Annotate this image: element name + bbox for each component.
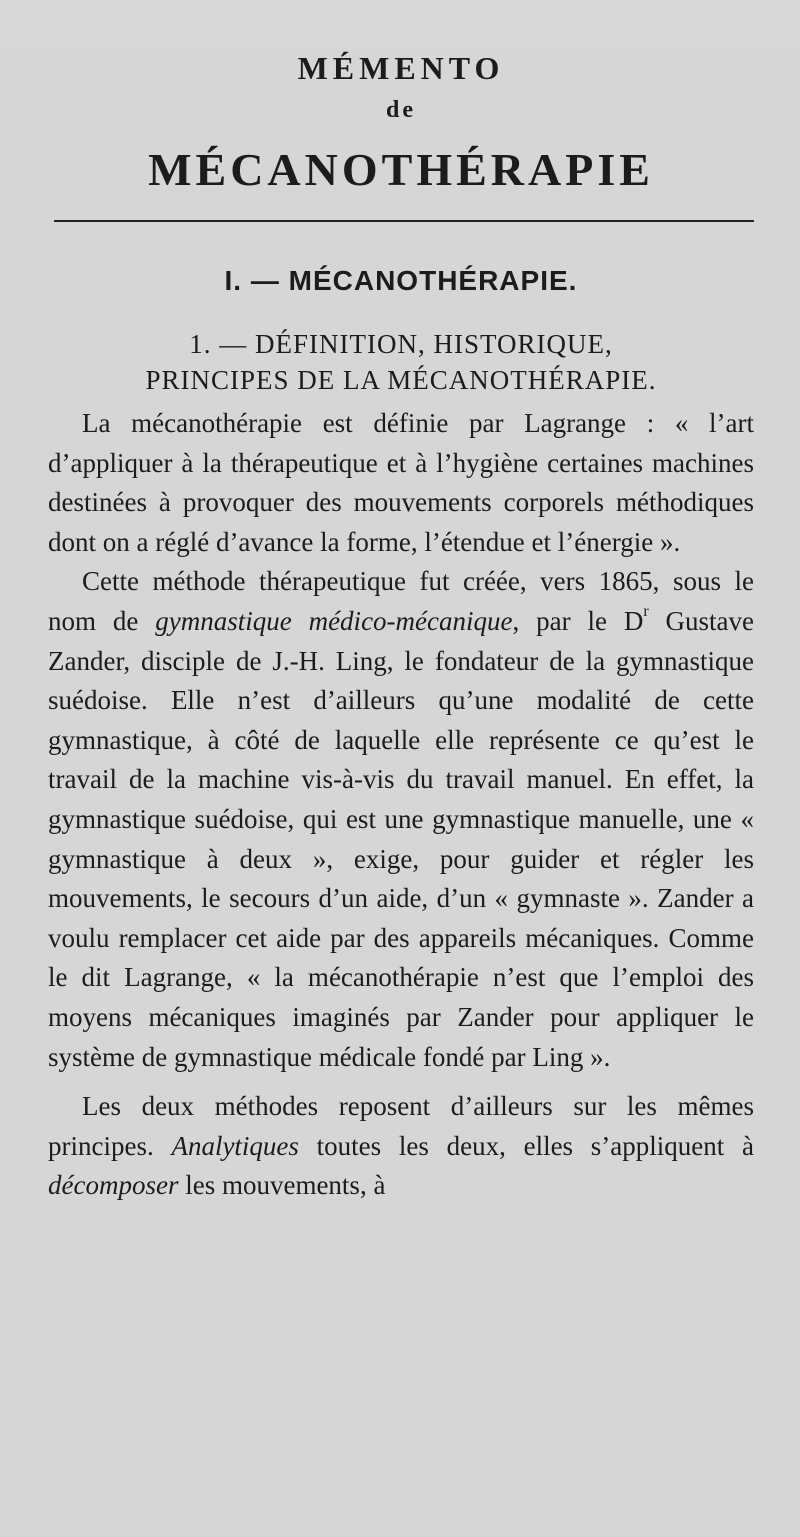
- paragraph-2-part-b: , par le D: [512, 605, 644, 636]
- paragraph-3-italic-2: décomposer: [48, 1170, 179, 1201]
- subsection-line-2: PRINCIPES DE LA MÉCANOTHÉRAPIE.: [145, 365, 657, 395]
- book-title-top: MÉMENTO: [297, 50, 505, 86]
- paragraph-2: [48, 562, 754, 1077]
- body-text: [48, 404, 754, 1206]
- book-title-main: MÉCANOTHÉRAPIE: [148, 144, 654, 195]
- paragraph-2-italic: gymnastique médico-mécanique: [155, 605, 513, 636]
- paragraph-3-part-b: toutes les deux, elles s’appliquent à: [298, 1130, 754, 1161]
- paragraph-2-part-c: Gustave Zander, disciple de J.-H. Ling, le fondateur de la gymnastique suédoise. Elle n’est d’ailleurs qu’une modalité de cette gymnastique, à côté de laquelle elle représente ce qu’est le travail de la machine vis-à-vis du travail manuel. En effet, la gymnastique suédoise, qui est une gymnastique manuelle, une « gymnastique à deux », exige, pour guider et régler les mouvements, le secours d’un aide, d’un « gymnaste ». Zander a voulu remplacer cet aide par des appareils mécaniques. Comme le dit Lagrange, « la mécanothérapie n’est que l’emploi des moyens mécaniques imaginés par Zander pour appliquer le système de gymnastique médicale fondé par Ling ».: [48, 605, 754, 1072]
- title-rule: [54, 220, 754, 222]
- paragraph-3-part-c: les mouvements, à: [178, 1170, 386, 1201]
- subsection-heading: [48, 326, 754, 398]
- paragraph-3: [48, 1087, 754, 1206]
- section-heading: I. — MÉCANOTHÉRAPIE.: [224, 265, 578, 296]
- subsection-line-1: 1. — DÉFINITION, HISTORIQUE,: [189, 329, 613, 359]
- page: [0, 48, 800, 1537]
- paragraph-3-part-a: Les deux méthodes reposent d’ailleurs sur les mêmes principes.: [48, 1091, 754, 1161]
- paragraph-2-superscript: r: [643, 602, 649, 620]
- book-title-de: de: [386, 97, 416, 123]
- paragraph-3-italic-1: Analytiques: [171, 1130, 299, 1161]
- paragraph-1: La mécanothérapie est définie par Lagrange : « l’art d’appliquer à la thérapeutique et à l’hygiène certaines machines destinées à provoquer des mouvements corporels méthodiques dont on a réglé d’avance la forme, l’étendue et l’énergie ».: [48, 408, 754, 557]
- paragraph-2-part-a: Cette méthode thérapeutique fut créée, vers 1865, sous le nom de: [48, 566, 754, 636]
